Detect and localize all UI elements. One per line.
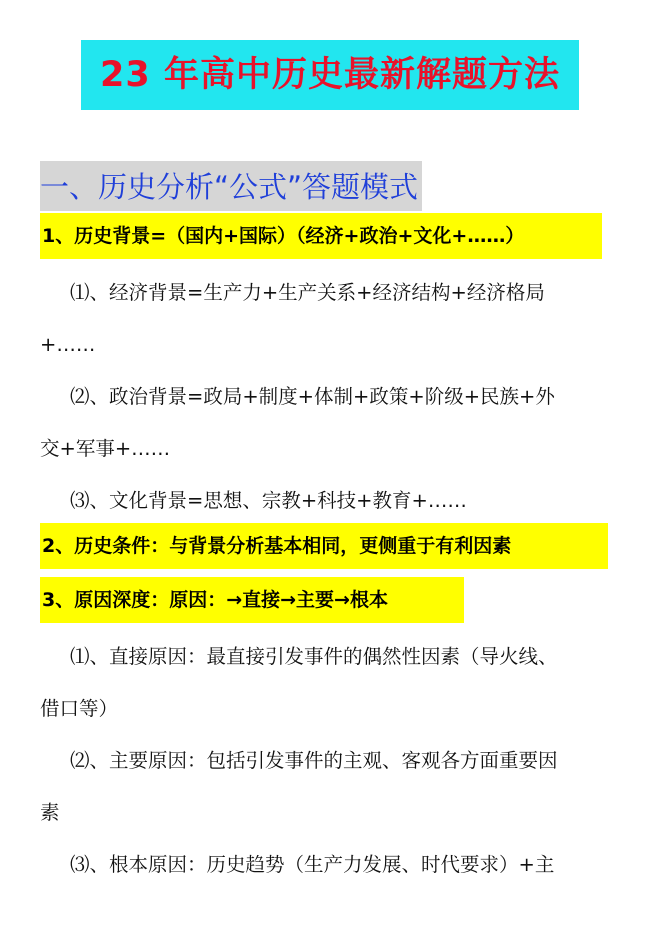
item3-sub2-paragraph — [40, 735, 630, 839]
item3-sub2-line1: ⑵、主要原因：包括引发事件的主观、客观各方面重要因 — [70, 749, 558, 772]
item3-sub3-line1: ⑶、根本原因：历史趋势（生产力发展、时代要求）+主 — [70, 853, 555, 876]
item1-heading: 1、历史背景=（国内+国际）（经济+政治+文化+……） — [40, 213, 602, 259]
item1-sub1-line1: ⑴、经济背景=生产力+生产关系+经济结构+经济格局 — [70, 281, 545, 304]
item1-sub2-line2: 交+军事+…… — [40, 437, 171, 460]
document-title: 23 年高中历史最新解题方法 — [81, 40, 579, 110]
item1-sub1-paragraph — [40, 267, 630, 371]
item3-heading: 3、原因深度：原因：→直接→主要→根本 — [40, 577, 464, 623]
item2-heading: 2、历史条件：与背景分析基本相同，更侧重于有利因素 — [40, 523, 608, 569]
item1-sub2-line1: ⑵、政治背景=政局+制度+体制+政策+阶级+民族+外 — [70, 385, 555, 408]
item3-sub2-line2: 素 — [40, 801, 60, 824]
item3-sub3-paragraph — [40, 839, 630, 891]
item1-sub2-paragraph — [40, 371, 630, 475]
item3-sub1-paragraph — [40, 631, 630, 735]
item3-sub1-line1: ⑴、直接原因：最直接引发事件的偶然性因素（导火线、 — [70, 645, 558, 668]
item1-sub3-paragraph — [40, 475, 630, 527]
item1-sub3-line1: ⑶、文化背景=思想、宗教+科技+教育+…… — [70, 489, 467, 512]
item1-sub1-line2: +…… — [40, 333, 96, 356]
section-heading: 一、历史分析“公式”答题模式 — [40, 161, 422, 211]
item3-sub1-line2: 借口等） — [40, 697, 119, 720]
